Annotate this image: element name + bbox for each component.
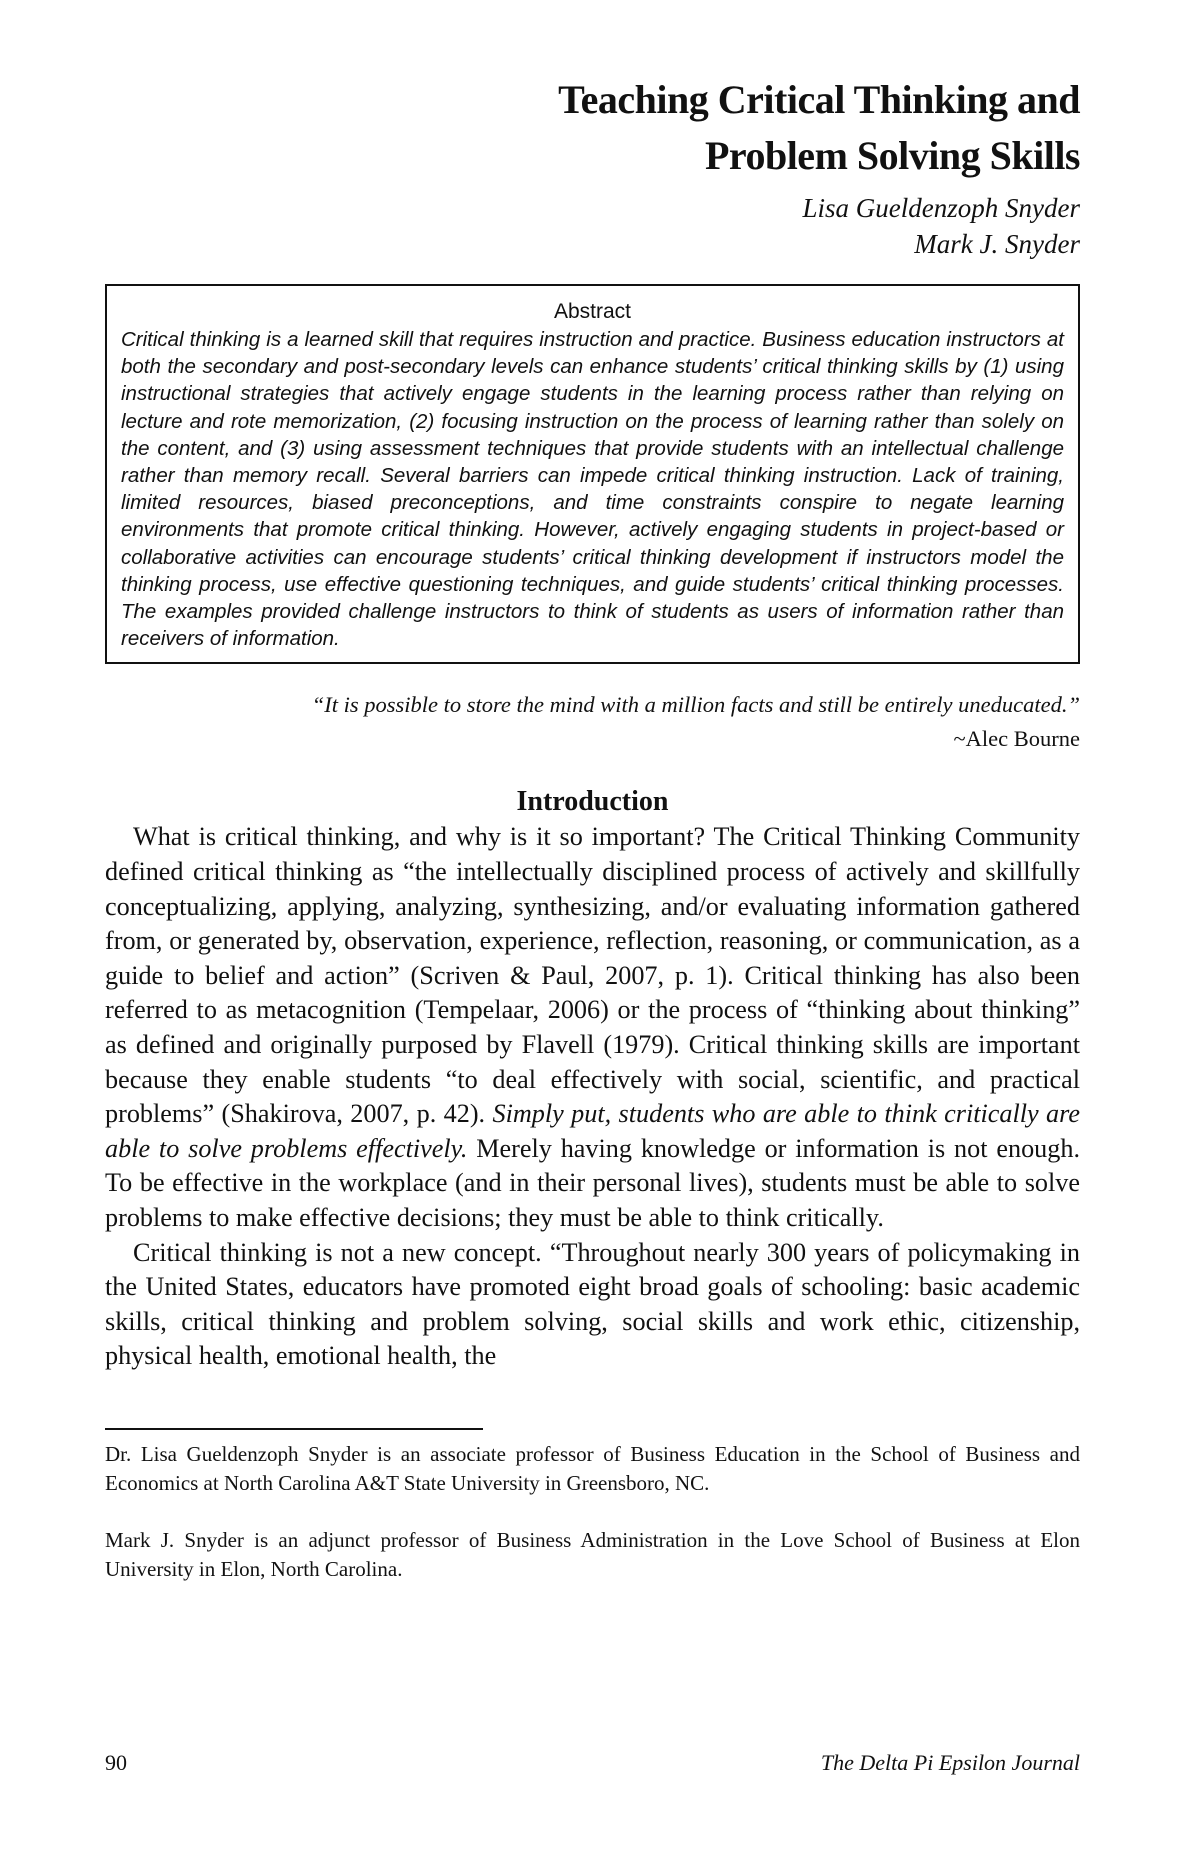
paragraph-2: Critical thinking is not a new concept. “Throughout nearly 300 years of policymaking in the United States, educators have promoted eight broad goals of schooling: basic academic skills, critical thinking and problem solving, social skills and work ethic, citizenship, physical health, emotional health, the xyxy=(105,1237,1080,1371)
footnote-1: Dr. Lisa Gueldenzoph Snyder is an associate professor of Business Education in the School of Business and Economics at North Carolina A&T State University in Greensboro, NC. xyxy=(105,1441,1080,1495)
page-footer xyxy=(105,1750,1080,1776)
paragraph-1-emphasis: Simply put, students who are able to think critically are able to solve problems effectively. xyxy=(105,1099,1080,1163)
title-line-2: Problem Solving Skills xyxy=(704,133,1080,178)
paragraph-1 xyxy=(105,820,1080,1235)
epigraph-quote: “It is possible to store the mind with a million facts and still be entirely uneducated.” xyxy=(311,692,1080,718)
epigraph-source: ~Alec Bourne xyxy=(953,726,1080,752)
paragraph-1-part-2: Merely having knowledge or information is not enough. To be effective in the workplace (and in their personal lives), students must be able to solve problems to make effective decisions; they must be able to think critically. xyxy=(105,1133,1080,1232)
author-2: Mark J. Snyder xyxy=(914,229,1080,259)
section-heading: Introduction xyxy=(516,786,669,818)
paragraph-1-part-1: What is critical thinking, and why is it so important? The Critical Thinking Community defined critical thinking as “the intellectually disciplined process of actively and skillfully conceptualizing, applying, analyzing, synthesizing, and/or evaluating information gathered from, or generated by, observation, experience, reflection, reasoning, or communication, as a guide to belief and action” (Scriven & Paul, 2007, p. 1). Critical thinking has also been referred to as metacognition (Tempelaar, 2006) or the process of “thinking about thinking” as defined and originally purposed by Flavell (1979). Critical thinking skills are important because they enable students “to deal effectively with social, scientific, and practical problems” (Shakirova, 2007, p. 42). xyxy=(105,822,1080,1129)
article-title xyxy=(105,72,1080,184)
journal-name: The Delta Pi Epsilon Journal xyxy=(820,1750,1080,1775)
abstract-text: Critical thinking is a learned skill that requires instruction and practice. Business education instructors at both the secondary and post-secondary levels can enhance students’ critical thinking skills by (1) using instructional strategies that actively engage students in the learning process rather than relying on lecture and rote memorization, (2) focusing instruction on the process of learning rather than solely on the content, and (3) using assessment techniques that provide students with an intellectual challenge rather than memory recall. Several barriers can impede critical thinking instruction. Lack of training, limited resources, biased preconceptions, and time constraints conspire to negate learning environments that promote critical thinking. However, actively engaging students in project-based or collaborative activities can encourage students’ critical thinking development if instructors model the thinking process, use effective questioning techniques, and guide students’ critical thinking processes. The examples provided challenge instructors to think of students as users of information rather than receivers of information. xyxy=(121,328,1064,651)
author-1: Lisa Gueldenzoph Snyder xyxy=(802,193,1080,223)
footnote-divider xyxy=(105,1428,483,1430)
abstract-box xyxy=(105,284,1080,664)
title-line-1: Teaching Critical Thinking and xyxy=(558,77,1080,122)
journal-page xyxy=(105,60,1080,1840)
abstract-heading: Abstract xyxy=(553,300,632,323)
footnote-2: Mark J. Snyder is an adjunct professor of Business Administration in the Love School of Business at Elon University in Elon, North Carolina. xyxy=(105,1527,1080,1581)
author-list xyxy=(105,190,1080,262)
page-number: 90 xyxy=(105,1750,127,1775)
